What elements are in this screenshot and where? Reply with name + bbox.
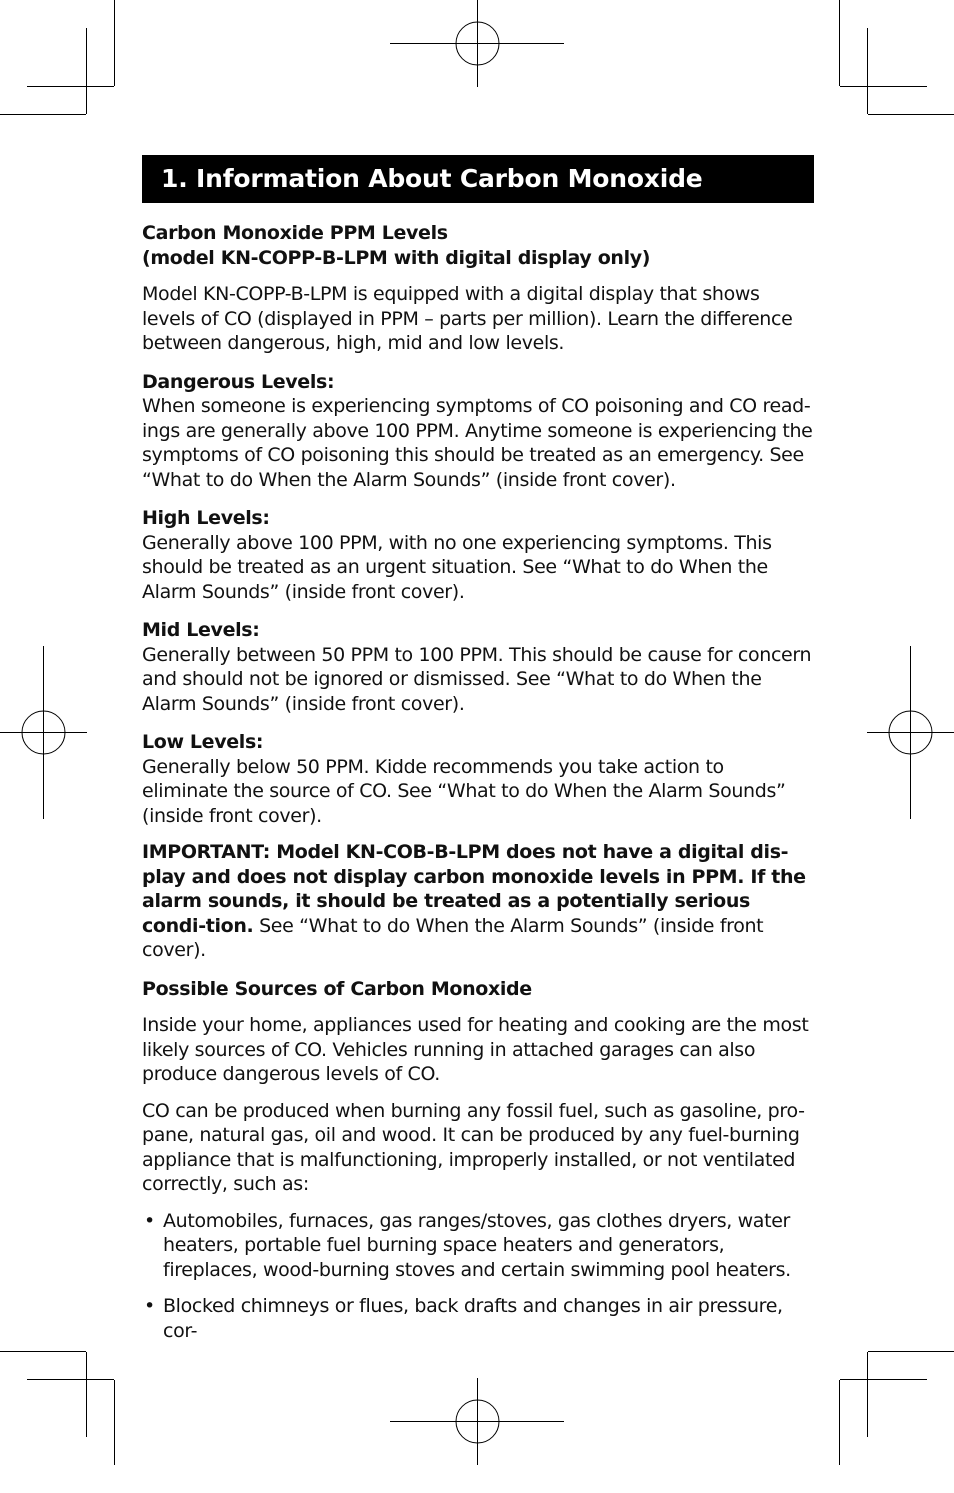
level-high-text: Generally above 100 PPM, with no one experiencing symptoms. This should be treated as an urgent situation. See “What to do When the Alarm Sounds” (inside front cover). [142,531,772,603]
sources-heading: Possible Sources of Carbon Monoxide [142,977,532,1000]
level-dangerous-label: Dangerous Levels: [142,370,335,393]
level-high-label: High Levels: [142,507,270,529]
intro-paragraph: Model KN-COPP-B-LPM is equipped with a digital display that shows levels of CO (displayed in PPM – parts per million). Learn the difference between dangerous, high, mid and low levels. [142,283,793,354]
important-notice-bold: IMPORTANT: Model KN-COB-B-LPM does not have a digital dis-play and does not display carbon monoxide levels in PPM. If the alarm sounds, it should be treated as a potentially serious condi-tion. [142,841,806,937]
level-mid-text: Generally between 50 PPM to 100 PPM. This should be cause for concern and should not be ignored or dismissed. See “What to do When the Alarm Sounds” (inside front cover). [142,643,812,715]
sources-paragraph-2: CO can be produced when burning any fossil fuel, such as gasoline, pro-pane, natural gas, oil and wood. It can be produced by any fuel-burning appliance that is malfunctioning, improperly installed, or not ventilated correctly, such as: [142,1099,805,1195]
list-item-text: Automobiles, furnaces, gas ranges/stoves, gas clothes dryers, water heaters, portable fuel burning space heaters and generators, fireplaces, wood-burning stoves and certain swimming pool heaters. [163,1209,791,1281]
registration-mark-bottom [390,1378,564,1465]
level-mid-label: Mid Levels: [142,619,260,641]
important-notice-text: See “What to do When the Alarm Sounds” (inside front cover). [142,914,764,961]
level-dangerous [142,370,814,493]
list-item [142,1209,814,1283]
sources-paragraph-1: Inside your home, appliances used for heating and cooking are the most likely sources of CO. Vehicles running in attached garages can also produce dangerous levels of CO. [142,1014,809,1085]
registration-mark-top [390,0,564,87]
page-content [142,155,814,1355]
bullet-icon: • [144,1295,155,1317]
ppm-levels-heading-line1: Carbon Monoxide PPM Levels [142,222,448,244]
level-high [142,506,814,604]
section-title: 1. Information About Carbon Monoxide [142,155,814,203]
registration-mark-left [0,646,87,819]
important-notice [142,840,814,963]
level-low-label: Low Levels: [142,731,264,753]
level-low [142,730,814,828]
registration-mark-right [867,646,954,819]
level-low-text: Generally below 50 PPM. Kidde recommends you take action to eliminate the source of CO. See “What to do When the Alarm Sounds” (inside front cover). [142,755,786,827]
list-item-text: Blocked chimneys or flues, back drafts and changes in air pressure, cor- [163,1295,783,1342]
list-item [142,1294,814,1343]
ppm-levels-heading [142,221,814,270]
sources-list [142,1209,814,1344]
bullet-icon: • [144,1209,155,1232]
level-dangerous-text: When someone is experiencing symptoms of CO poisoning and CO read-ings are generally above 100 PPM. Anytime someone is experiencing the symptoms of CO poisoning this should be treated as an emergency. See “What to do When the Alarm Sounds” (inside front cover). [142,395,813,491]
ppm-levels-heading-line2: (model KN-COPP-B-LPM with digital display only) [142,246,651,269]
level-mid [142,618,814,716]
